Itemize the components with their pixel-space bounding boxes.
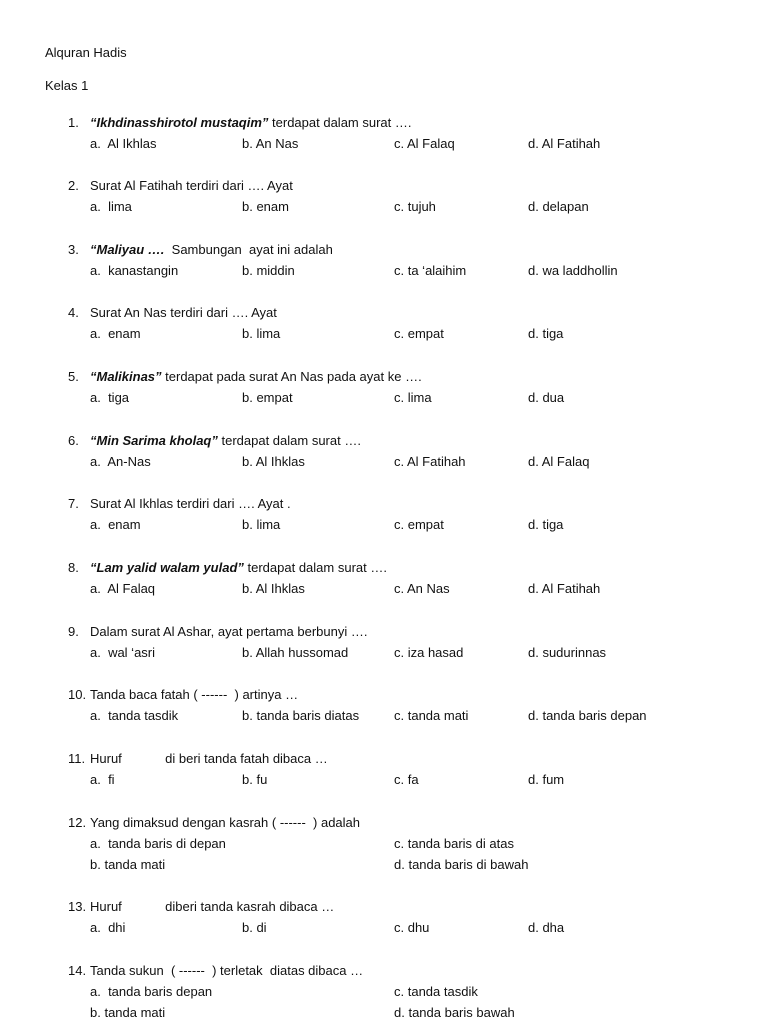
- question: [68, 366, 748, 408]
- answer-options: [68, 833, 748, 854]
- answer-option: b. tanda mati: [90, 857, 166, 872]
- answer-option: c. Al Falaq: [394, 136, 455, 151]
- answer-options: [68, 578, 748, 599]
- answer-option: c. tujuh: [394, 199, 436, 214]
- question-text: [90, 433, 361, 448]
- question-line: [68, 960, 748, 981]
- answer-option: a. tiga: [90, 390, 130, 405]
- question-number: 3.: [68, 242, 79, 257]
- question: [68, 684, 748, 726]
- answer-options: [68, 514, 748, 535]
- question-number: 13.: [68, 899, 87, 914]
- answer-option: a. wal ‘asri: [90, 645, 156, 660]
- answer-option: c. empat: [394, 326, 444, 341]
- answer-options: [68, 387, 748, 408]
- answer-option: a. enam: [90, 517, 141, 532]
- answer-option: a. fi: [90, 772, 115, 787]
- question: [68, 896, 748, 938]
- question-prompt: Huruf di beri tanda fatah dibaca …: [90, 751, 328, 766]
- question: [68, 960, 748, 1023]
- answer-option: b. An Nas: [242, 136, 299, 151]
- quoted-verse: “Ikhdinasshirotol mustaqim”: [90, 115, 269, 130]
- question-prompt: Surat An Nas terdiri dari …. Ayat: [90, 305, 277, 320]
- question-number: 2.: [68, 178, 79, 193]
- answer-option: d. delapan: [528, 199, 589, 214]
- answer-option: c. An Nas: [394, 581, 450, 596]
- answer-option: c. Al Fatihah: [394, 454, 466, 469]
- answer-option: b. Allah hussomad: [242, 645, 349, 660]
- question: [68, 812, 748, 875]
- grade-label: Kelas 1: [45, 78, 89, 93]
- question-line: [68, 748, 748, 769]
- question-line: [68, 812, 748, 833]
- answer-option: d. tanda baris di bawah: [394, 857, 529, 872]
- question-number: 1.: [68, 115, 79, 130]
- question-line: [68, 684, 748, 705]
- question-prompt: Huruf diberi tanda kasrah dibaca …: [90, 899, 335, 914]
- question: [68, 430, 748, 472]
- answer-option: d. Al Fatihah: [528, 581, 601, 596]
- subject-title: Alquran Hadis: [45, 45, 127, 60]
- question: [68, 557, 748, 599]
- question-line: [68, 302, 748, 323]
- question-line: [68, 493, 748, 514]
- question-number: 12.: [68, 815, 87, 830]
- answer-options: [68, 323, 748, 344]
- question-prompt: Sambungan ayat ini adalah: [164, 242, 333, 257]
- answer-options: [68, 451, 748, 472]
- answer-option: b. Al Ihklas: [242, 581, 305, 596]
- answer-option: b. Al Ihklas: [242, 454, 305, 469]
- answer-options: [68, 981, 748, 1002]
- answer-option: c. tanda tasdik: [394, 984, 478, 999]
- answer-option: a. Al Falaq: [90, 581, 156, 596]
- quoted-verse: “Malikinas”: [90, 369, 162, 384]
- answer-option: a. An-Nas: [90, 454, 151, 469]
- answer-options: [68, 196, 748, 217]
- answer-option: b. di: [242, 920, 267, 935]
- answer-option: d. fum: [528, 772, 565, 787]
- question: [68, 239, 748, 281]
- answer-options: [68, 642, 748, 663]
- answer-option: d. wa laddhollin: [528, 263, 618, 278]
- question-line: [68, 557, 748, 578]
- question: [68, 493, 748, 535]
- question-text: [90, 687, 298, 702]
- answer-option: c. tanda mati: [394, 708, 469, 723]
- answer-option: b. tanda baris diatas: [242, 708, 360, 723]
- answer-option: a. kanastangin: [90, 263, 179, 278]
- question-prompt: Yang dimaksud dengan kasrah ( ------ ) adalah: [90, 815, 360, 830]
- question-text: [90, 242, 333, 257]
- answer-options: [68, 917, 748, 938]
- answer-option: b. fu: [242, 772, 268, 787]
- question-line: [68, 430, 748, 451]
- answer-option: d. Al Falaq: [528, 454, 590, 469]
- question-line: [68, 112, 748, 133]
- question: [68, 748, 748, 790]
- answer-option: c. dhu: [394, 920, 430, 935]
- answer-option: b. tanda mati: [90, 1005, 166, 1020]
- answer-option: c. iza hasad: [394, 645, 464, 660]
- answer-option: a. dhi: [90, 920, 126, 935]
- answer-option: c. lima: [394, 390, 432, 405]
- quoted-verse: “Lam yalid walam yulad”: [90, 560, 244, 575]
- answer-option: a. lima: [90, 199, 132, 214]
- question-prompt: Surat Al Fatihah terdiri dari …. Ayat: [90, 178, 293, 193]
- question: [68, 175, 748, 217]
- answer-options: [68, 769, 748, 790]
- question-line: [68, 366, 748, 387]
- question-prompt: Dalam surat Al Ashar, ayat pertama berbunyi ….: [90, 624, 368, 639]
- question-text: [90, 305, 277, 320]
- answer-option: a. Al Ikhlas: [90, 136, 157, 151]
- question-prompt: terdapat dalam surat ….: [217, 433, 361, 448]
- question-text: [90, 369, 422, 384]
- question-number: 11.: [68, 751, 86, 766]
- question-number: 7.: [68, 496, 79, 511]
- answer-options: [68, 133, 748, 154]
- answer-option: a. enam: [90, 326, 141, 341]
- question-number: 4.: [68, 305, 79, 320]
- answer-option: d. sudurinnas: [528, 645, 607, 660]
- answer-option: d. tanda baris bawah: [394, 1005, 515, 1020]
- question-text: [90, 178, 293, 193]
- answer-options: [68, 260, 748, 281]
- question-number: 5.: [68, 369, 79, 384]
- question-number: 14.: [68, 963, 87, 978]
- answer-option: d. Al Fatihah: [528, 136, 601, 151]
- answer-option: a. tanda baris di depan: [90, 836, 226, 851]
- question-line: [68, 621, 748, 642]
- answer-option: b. middin: [242, 263, 295, 278]
- answer-options: [68, 854, 748, 875]
- question: [68, 621, 748, 663]
- answer-option: d. tiga: [528, 517, 564, 532]
- question-text: [90, 496, 291, 511]
- answer-option: d. tiga: [528, 326, 564, 341]
- answer-options: [68, 1002, 748, 1023]
- answer-option: c. fa: [394, 772, 419, 787]
- answer-option: c. ta ‘alaihim: [394, 263, 467, 278]
- question-line: [68, 896, 748, 917]
- question-text: [90, 560, 387, 575]
- question-text: [90, 624, 367, 639]
- question-text: [90, 963, 363, 978]
- question: [68, 302, 748, 344]
- question-prompt: terdapat dalam surat ….: [268, 115, 412, 130]
- answer-option: c. empat: [394, 517, 444, 532]
- question-prompt: terdapat dalam surat ….: [243, 560, 387, 575]
- answer-option: b. lima: [242, 517, 281, 532]
- answer-options: [68, 705, 748, 726]
- answer-option: a. tanda tasdik: [90, 708, 179, 723]
- question-prompt: terdapat pada surat An Nas pada ayat ke ….: [161, 369, 422, 384]
- answer-option: b. lima: [242, 326, 281, 341]
- answer-option: d. dua: [528, 390, 565, 405]
- question-prompt: Surat Al Ikhlas terdiri dari …. Ayat .: [90, 496, 291, 511]
- question-prompt: Tanda sukun ( ------ ) terletak diatas dibaca …: [90, 963, 364, 978]
- question-text: [90, 899, 334, 914]
- question-text: [90, 751, 328, 766]
- question-line: [68, 175, 748, 196]
- answer-option: c. tanda baris di atas: [394, 836, 514, 851]
- question-number: 8.: [68, 560, 79, 575]
- question-number: 6.: [68, 433, 79, 448]
- question-text: [90, 815, 360, 830]
- answer-option: b. enam: [242, 199, 289, 214]
- question: [68, 112, 748, 154]
- question-number: 10.: [68, 687, 87, 702]
- answer-option: d. tanda baris depan: [528, 708, 647, 723]
- question-number: 9.: [68, 624, 79, 639]
- question-line: [68, 239, 748, 260]
- answer-option: b. empat: [242, 390, 293, 405]
- quoted-verse: “Maliyau ….: [90, 242, 165, 257]
- quoted-verse: “Min Sarima kholaq”: [90, 433, 218, 448]
- answer-option: d. dha: [528, 920, 565, 935]
- answer-option: a. tanda baris depan: [90, 984, 213, 999]
- question-prompt: Tanda baca fatah ( ------ ) artinya …: [90, 687, 299, 702]
- question-text: [90, 115, 412, 130]
